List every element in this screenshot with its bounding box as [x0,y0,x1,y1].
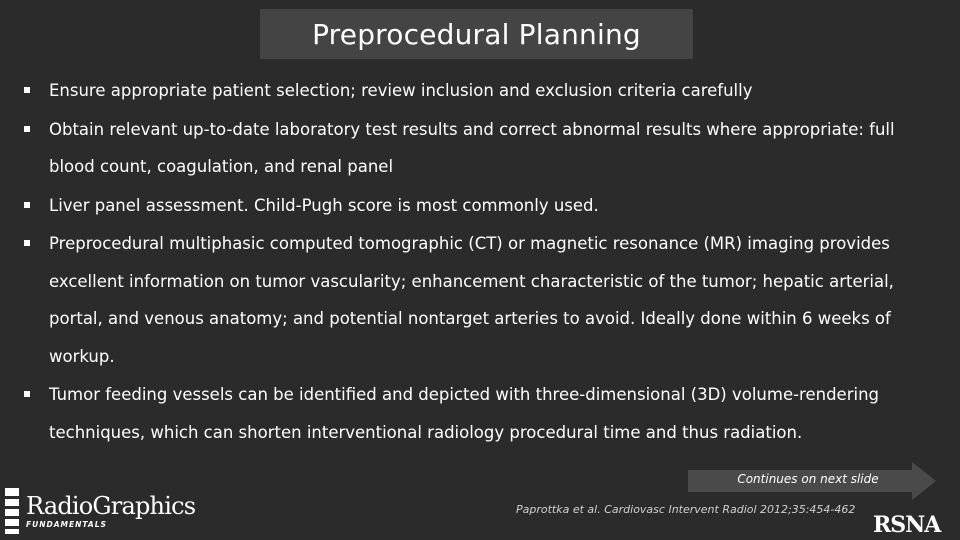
citation: Paprottka et al. Cardiovasc Intervent Radiol 2012;35:454-462 [516,503,856,516]
slide-title: Preprocedural Planning [312,17,641,51]
square-bullet-icon [24,126,30,132]
square-bullet-icon [24,202,30,208]
bullet-text: Ensure appropriate patient selection; review inclusion and exclusion criteria carefully [49,81,753,100]
bullet-text: Tumor feeding vessels can be identified and depicted with three-dimensional (3D) volume-rendering techniques, which can shorten interventional radiology procedural time and thus radiation. [49,385,880,442]
continue-next-slide-button[interactable] [688,462,936,500]
bullet-item [24,111,944,186]
logo-wordmark: RadioGraphics [26,492,196,520]
square-bullet-icon [24,391,30,397]
bullet-text: Liver panel assessment. Child-Pugh score is most commonly used. [49,195,599,215]
bullet-item [24,225,944,375]
continue-label: Continues on next slide [737,472,879,486]
rsna-logo: RSNA [873,512,941,538]
bullet-item [24,72,944,110]
square-bullet-icon [24,240,30,246]
title-bar [260,9,693,59]
logo-subtitle: FUNDAMENTALS [26,520,107,529]
radiographics-logo [4,488,204,534]
logo-bars-icon [4,488,22,534]
bullet-text: Preprocedural multiphasic computed tomographic (CT) or magnetic resonance (MR) imaging provides excellent information on tumor vascularity; enhancement characteristic of the tumor; hepatic arterial, portal, and venous anatomy; and potential nontarget arteries to avoid. Ideally done within 6 weeks of workup. [49,234,894,366]
bullet-item [24,376,944,451]
bullet-text: Obtain relevant up-to-date laboratory test results and correct abnormal results where appropriate: full blood count, coagulation, and renal panel [49,119,895,176]
square-bullet-icon [24,87,30,93]
bullet-item [24,187,944,225]
bullet-list [24,72,944,451]
